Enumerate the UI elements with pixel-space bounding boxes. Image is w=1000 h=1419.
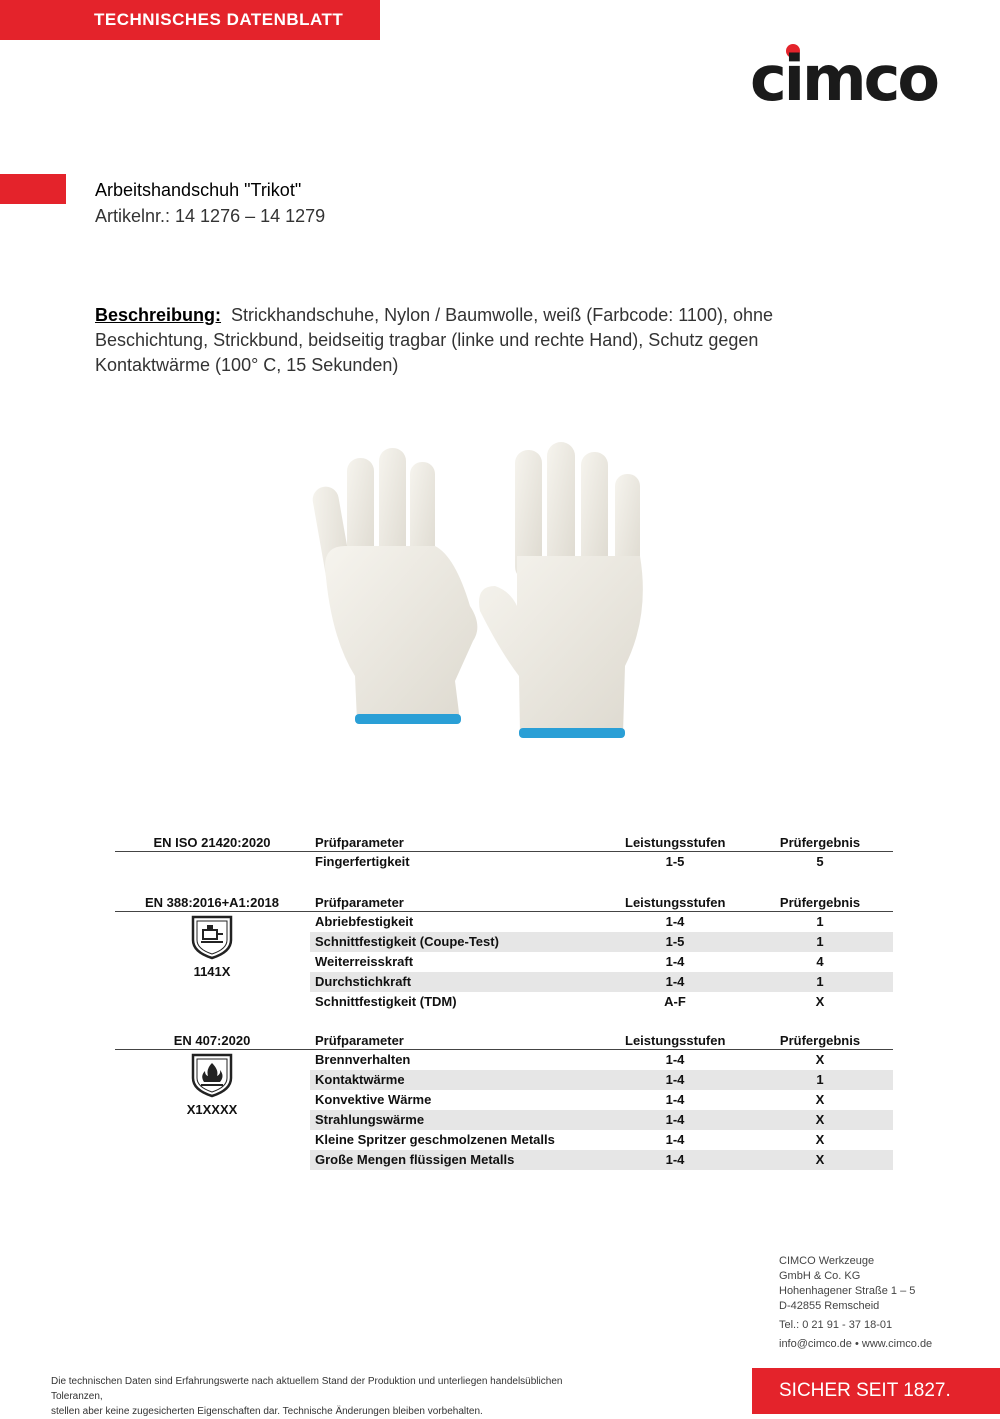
heat-flame-shield-icon <box>189 1052 235 1103</box>
en388-code: 1141X <box>193 964 231 979</box>
table-row <box>310 1150 893 1170</box>
address-web: info@cimco.de • www.cimco.de <box>779 1338 933 1350</box>
article-number: Artikelnr.: 14 1276 – 14 1279 <box>95 206 326 226</box>
footer-slogan-banner <box>752 1368 1000 1414</box>
cimco-logo: cimco <box>750 42 937 115</box>
header-banner-text: TECHNISCHES DATENBLATT <box>94 10 344 29</box>
footer-slogan: SICHER SEIT 1827. <box>779 1380 951 1401</box>
row-result: X <box>815 1132 825 1147</box>
row-level: 1-4 <box>665 954 685 969</box>
right-glove <box>479 442 643 738</box>
disclaimer-line: stellen aber keine zugesicherten Eigenschaften dar. Technische Änderungen bleiben vorbehalten. <box>51 1406 483 1417</box>
row-result: X <box>815 1112 825 1127</box>
table-row <box>310 1110 893 1130</box>
address-line: Hohenhagener Straße 1 – 5 <box>779 1285 916 1297</box>
disclaimer <box>51 1374 611 1419</box>
header-result: Prüfergebnis <box>779 835 861 850</box>
address-line: D-42855 Remscheid <box>779 1300 880 1312</box>
address-line: CIMCO Werkzeuge <box>779 1255 875 1267</box>
row-level: A-F <box>664 994 686 1009</box>
norm-en-iso-21420: EN ISO 21420:2020 <box>153 835 271 850</box>
row-param: Durchstichkraft <box>315 974 412 989</box>
row-param: Abriebfestigkeit <box>315 914 414 929</box>
table-row <box>310 972 893 992</box>
row-result: X <box>815 1152 825 1167</box>
header-level: Leistungsstufen <box>625 835 726 850</box>
row-result: 1 <box>816 974 824 989</box>
table-row <box>310 952 893 972</box>
row-level: 1-4 <box>665 1112 685 1127</box>
row-level: 1-4 <box>665 1072 685 1087</box>
left-glove <box>311 448 478 724</box>
row-level: 1-4 <box>665 914 685 929</box>
table-row <box>310 1070 893 1090</box>
header-level: Leistungsstufen <box>625 895 726 910</box>
row-param: Große Mengen flüssigen Metalls <box>315 1152 515 1167</box>
row-level: 1-4 <box>665 1132 685 1147</box>
table-row <box>310 1090 893 1110</box>
table-row <box>310 1050 893 1070</box>
address-line: GmbH & Co. KG <box>779 1270 861 1282</box>
description-text: Strickhandschuhe, Nylon / Baumwolle, weiß (Farbcode: 1100), ohne Beschichtung, Strickbund, beidseitig tragbar (linke und rechte Hand), Schutz gegen Kontaktwärme (100° C, 15 Sekunden) <box>95 305 773 375</box>
row-level: 1-4 <box>665 974 685 989</box>
header-banner <box>0 0 380 40</box>
mechanical-risk-shield-icon <box>189 914 235 965</box>
row-level: 1-5 <box>665 854 685 869</box>
row-param: Konvektive Wärme <box>315 1092 432 1107</box>
table-row <box>310 852 893 872</box>
table-row <box>310 992 893 1012</box>
side-accent-bar <box>0 174 66 204</box>
norm-en-388: EN 388:2016+A1:2018 <box>144 895 280 910</box>
row-param: Kontaktwärme <box>315 1072 405 1087</box>
disclaimer-line: Die technischen Daten sind Erfahrungswerte nach aktuellem Stand der Produktion und unterliegen handelsüblichen Toleranzen, <box>51 1376 563 1402</box>
row-param: Brennverhalten <box>315 1052 411 1067</box>
header-param: Prüfparameter <box>315 895 404 910</box>
product-title: Arbeitshandschuh "Trikot" <box>95 180 302 200</box>
header-result: Prüfergebnis <box>779 895 861 910</box>
address-phone: Tel.: 0 21 91 - 37 18-01 <box>779 1319 893 1331</box>
row-param: Weiterreisskraft <box>315 954 414 969</box>
header-level: Leistungsstufen <box>625 1033 726 1048</box>
table-row <box>310 932 893 952</box>
description-label: Beschreibung: <box>95 305 222 325</box>
row-param: Schnittfestigkeit (Coupe-Test) <box>315 934 499 949</box>
en407-code: X1XXXX <box>186 1102 238 1117</box>
company-address <box>779 1254 932 1352</box>
row-param: Fingerfertigkeit <box>315 854 410 869</box>
row-param: Schnittfestigkeit (TDM) <box>315 994 457 1009</box>
description <box>95 303 785 378</box>
row-result: 4 <box>816 954 824 969</box>
row-param: Strahlungswärme <box>315 1112 425 1127</box>
row-level: 1-5 <box>665 934 685 949</box>
row-result: X <box>815 1092 825 1107</box>
row-level: 1-4 <box>665 1152 685 1167</box>
row-result: 5 <box>816 854 824 869</box>
table-row <box>310 1130 893 1150</box>
row-level: 1-4 <box>665 1052 685 1067</box>
row-result: 1 <box>816 934 824 949</box>
header-param: Prüfparameter <box>315 835 404 850</box>
norm-en-407: EN 407:2020 <box>173 1033 251 1048</box>
row-result: X <box>815 1052 825 1067</box>
row-param: Kleine Spritzer geschmolzenen Metalls <box>315 1132 555 1147</box>
table-row <box>310 912 893 932</box>
header-param: Prüfparameter <box>315 1033 404 1048</box>
row-result: X <box>815 994 825 1009</box>
glove-product-image <box>305 436 665 754</box>
row-result: 1 <box>816 1072 824 1087</box>
row-level: 1-4 <box>665 1092 685 1107</box>
header-result: Prüfergebnis <box>779 1033 861 1048</box>
row-result: 1 <box>816 914 824 929</box>
